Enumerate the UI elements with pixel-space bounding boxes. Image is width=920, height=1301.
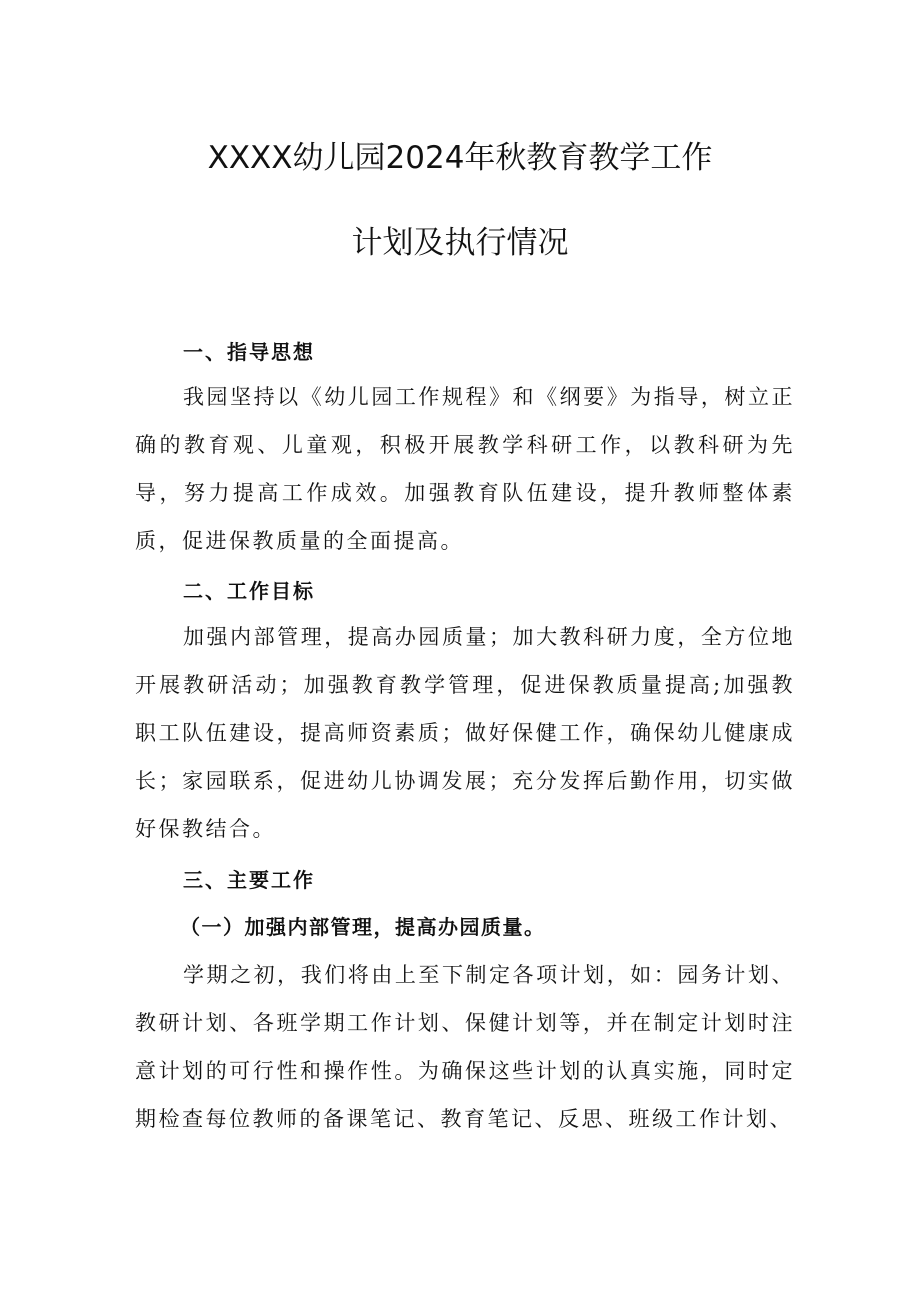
- section-1-heading: 一、指导思想: [183, 340, 315, 364]
- section-3-paragraph: 学期之初，我们将由上至下制定各项计划，如：园务计划、教研计划、各班学期工作计划、保健计划等，并在制定计划时注意计划的可行性和操作性。为确保这些计划的认真实施，同时定期检查每位教师的备课笔记、教育笔记、反思、班级工作计划、: [135, 963, 795, 1131]
- section-3-heading: 三、主要工作: [183, 868, 315, 892]
- document-title-line-1: XXXX幼儿园2024年秋教育教学工作: [207, 140, 713, 176]
- section-1-paragraph: 我园坚持以《幼儿园工作规程》和《纲要》为指导，树立正确的教育观、儿童观，积极开展教学科研工作，以教科研为先导，努力提高工作成效。加强教育队伍建设，提升教师整体素质，促进保教质量的全面提高。: [135, 385, 795, 553]
- section-3-subheading: （一）加强内部管理，提高办园质量。: [180, 915, 546, 939]
- section-2-paragraph: 加强内部管理，提高办园质量；加大教科研力度，全方位地开展教研活动；加强教育教学管理，促进保教质量提高;加强教职工队伍建设，提高师资素质；做好保健工作，确保幼儿健康成长；家园联系，促进幼儿协调发展；充分发挥后勤作用，切实做好保教结合。: [135, 625, 795, 841]
- document-title-line-2: 计划及执行情况: [351, 225, 569, 261]
- section-2-heading: 二、工作目标: [183, 579, 315, 603]
